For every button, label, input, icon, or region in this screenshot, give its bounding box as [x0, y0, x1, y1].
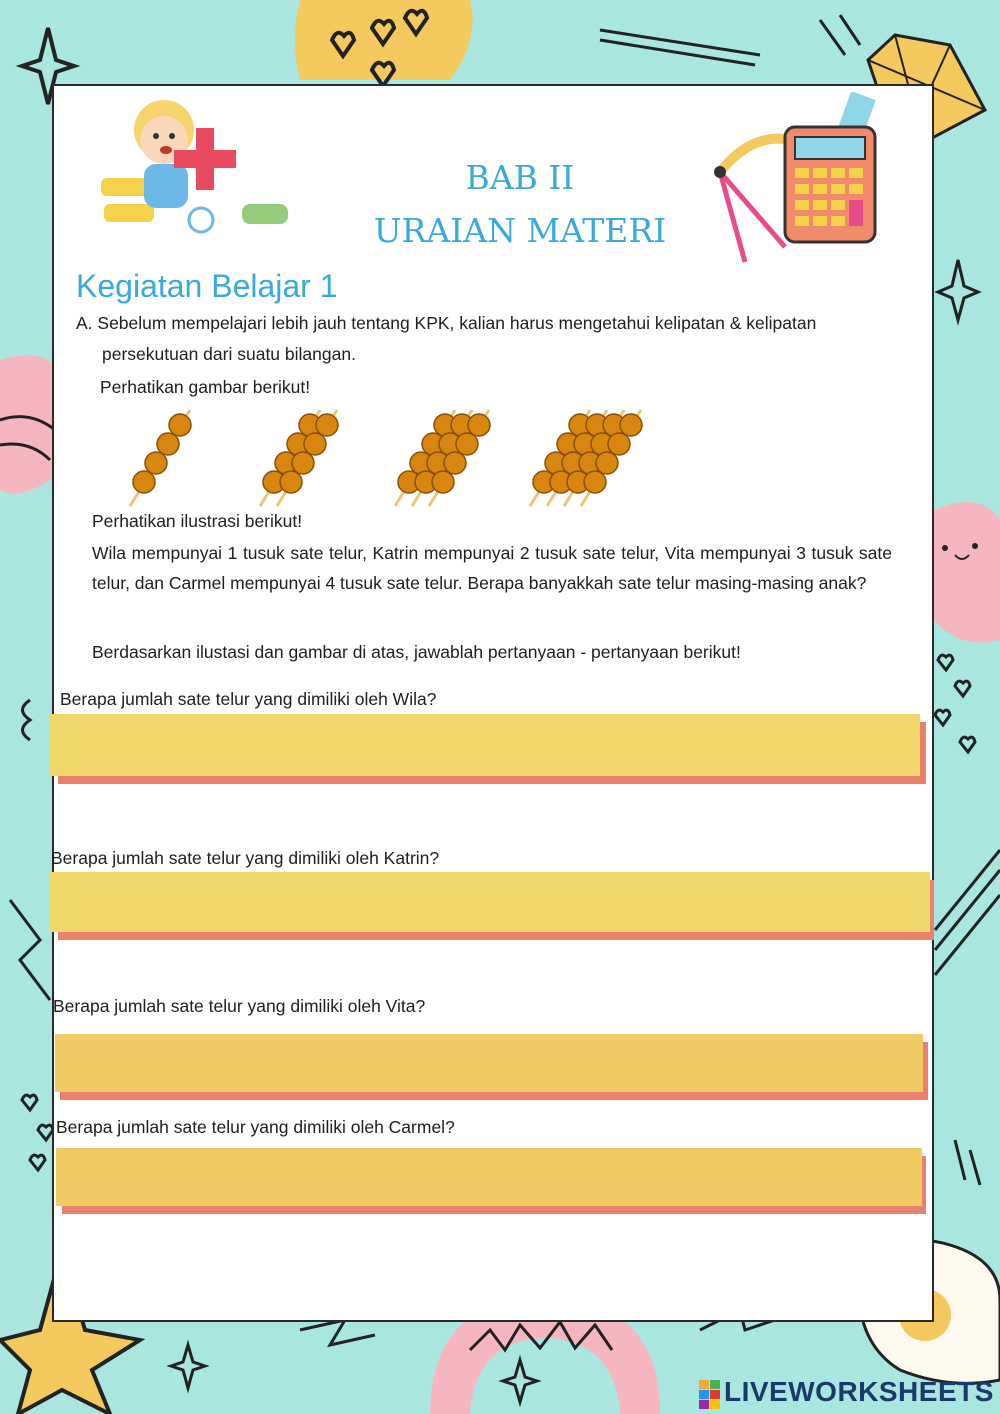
quail-egg: [169, 414, 191, 436]
quail-egg: [292, 452, 314, 474]
question-katrin: Berapa jumlah sate telur yang dimiliki oleh Katrin?: [51, 848, 440, 868]
quail-egg: [596, 452, 618, 474]
answer-input-vita[interactable]: [55, 1034, 923, 1092]
quail-egg: [456, 433, 478, 455]
child-with-plus-icon: [96, 92, 296, 242]
quail-egg: [620, 414, 642, 436]
question-vita: Berapa jumlah sate telur yang dimiliki oleh Vita?: [53, 996, 426, 1016]
chapter-title: BAB II: [465, 158, 575, 197]
satay-group: [260, 410, 338, 506]
satay-illustration: [110, 398, 730, 518]
satay-group: [395, 410, 490, 506]
quail-egg: [444, 452, 466, 474]
calculator-icon: [700, 92, 890, 272]
answer-input-carmel[interactable]: [56, 1148, 922, 1206]
answer-input-katrin[interactable]: [50, 872, 930, 932]
quail-egg: [432, 471, 454, 493]
satay-group: [130, 410, 191, 506]
satay-group: [530, 410, 642, 506]
quail-egg: [316, 414, 338, 436]
instruction-text: Berdasarkan ilustasi dan gambar di atas, jawablah pertanyaan - pertanyaan berikut!: [92, 642, 741, 662]
intro-text: A. Sebelum mempelajari lebih jauh tentang KPK, kalian harus mengetahui kelipatan & kelipatan: [76, 313, 817, 333]
quail-egg: [304, 433, 326, 455]
intro-text-continued: persekutuan dari suatu bilangan.: [102, 344, 356, 364]
liveworksheets-watermark: LIVEWORKSHEETS: [724, 1376, 994, 1407]
pink-face-decoration: [934, 502, 1000, 643]
look-illustration-text: Perhatikan ilustrasi berikut!: [92, 511, 303, 531]
quail-egg: [145, 452, 167, 474]
quail-egg: [468, 414, 490, 436]
story-paragraph: Wila mempunyai 1 tusuk sate telur, Katrin mempunyai 2 tusuk sate telur, Vita mempunyai 3 tusuk sate telur, dan Carmel mempunyai 4 tusuk sate telur. Berapa banyakkah sate telur masing-masing anak?: [92, 543, 892, 593]
liveworksheets-logo-icon: [699, 1380, 721, 1410]
quail-egg: [157, 433, 179, 455]
section-heading: Kegiatan Belajar 1: [76, 268, 338, 304]
chapter-subtitle: URAIAN MATERI: [373, 211, 667, 250]
sparkle-icon: [938, 260, 978, 320]
question-carmel: Berapa jumlah sate telur yang dimiliki oleh Carmel?: [56, 1117, 455, 1137]
quail-egg: [584, 471, 606, 493]
quail-egg: [133, 471, 155, 493]
answer-input-wila[interactable]: [50, 714, 920, 776]
quail-egg: [280, 471, 302, 493]
quail-egg: [608, 433, 630, 455]
question-wila: Berapa jumlah sate telur yang dimiliki oleh Wila?: [60, 689, 437, 709]
look-picture-text: Perhatikan gambar berikut!: [100, 377, 311, 397]
